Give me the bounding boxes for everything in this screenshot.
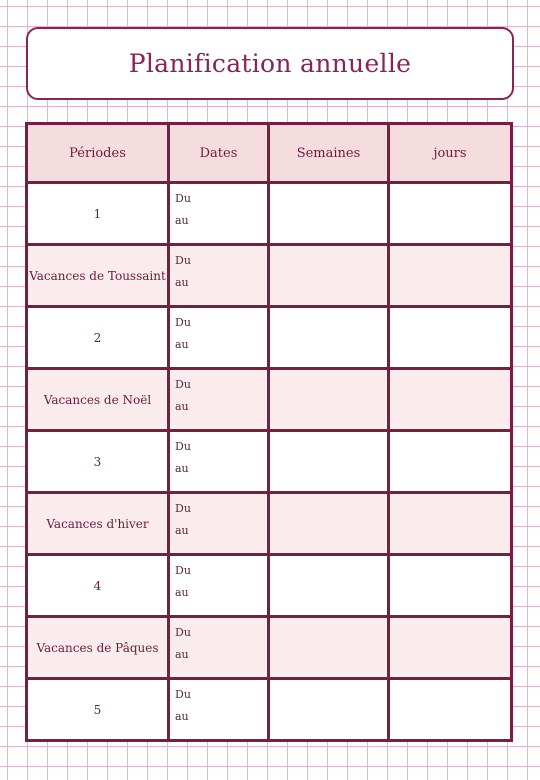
date-to-label: au	[175, 710, 189, 723]
weeks-cell[interactable]	[269, 679, 389, 741]
period-label: Vacances de Pâques	[27, 617, 169, 679]
table-row	[27, 307, 512, 369]
weeks-cell[interactable]	[269, 431, 389, 493]
days-cell[interactable]	[389, 431, 512, 493]
header-dates: Dates	[169, 124, 269, 183]
date-from-label: Du	[175, 192, 191, 205]
weeks-cell[interactable]	[269, 183, 389, 245]
period-label: Vacances de Noël	[27, 369, 169, 431]
days-cell[interactable]	[389, 369, 512, 431]
weeks-cell[interactable]	[269, 555, 389, 617]
days-cell[interactable]	[389, 679, 512, 741]
period-label: 4	[27, 555, 169, 617]
table-header-row	[27, 124, 512, 183]
table-row	[27, 245, 512, 307]
period-label: Vacances de Toussaint	[27, 245, 169, 307]
date-to-label: au	[175, 462, 189, 475]
dates-cell[interactable]	[169, 183, 269, 245]
dates-cell[interactable]	[169, 245, 269, 307]
weeks-cell[interactable]	[269, 369, 389, 431]
dates-cell[interactable]	[169, 555, 269, 617]
days-cell[interactable]	[389, 307, 512, 369]
date-to-label: au	[175, 338, 189, 351]
dates-cell[interactable]	[169, 369, 269, 431]
table-row	[27, 369, 512, 431]
table-row	[27, 183, 512, 245]
weeks-cell[interactable]	[269, 493, 389, 555]
date-to-label: au	[175, 648, 189, 661]
date-from-label: Du	[175, 502, 191, 515]
period-label: 5	[27, 679, 169, 741]
header-periods: Périodes	[27, 124, 169, 183]
header-days: jours	[389, 124, 512, 183]
weeks-cell[interactable]	[269, 245, 389, 307]
period-label: Vacances d'hiver	[27, 493, 169, 555]
dates-cell[interactable]	[169, 493, 269, 555]
date-from-label: Du	[175, 688, 191, 701]
date-to-label: au	[175, 400, 189, 413]
date-to-label: au	[175, 586, 189, 599]
table-row	[27, 555, 512, 617]
period-label: 3	[27, 431, 169, 493]
page-title: Planification annuelle	[128, 49, 412, 78]
dates-cell[interactable]	[169, 431, 269, 493]
period-label: 1	[27, 183, 169, 245]
header-weeks: Semaines	[269, 124, 389, 183]
period-label: 2	[27, 307, 169, 369]
date-from-label: Du	[175, 378, 191, 391]
date-to-label: au	[175, 276, 189, 289]
planning-table	[25, 122, 513, 742]
date-to-label: au	[175, 524, 189, 537]
days-cell[interactable]	[389, 245, 512, 307]
table-row	[27, 431, 512, 493]
dates-cell[interactable]	[169, 679, 269, 741]
date-from-label: Du	[175, 254, 191, 267]
table-row	[27, 617, 512, 679]
table-row	[27, 679, 512, 741]
date-from-label: Du	[175, 440, 191, 453]
days-cell[interactable]	[389, 493, 512, 555]
date-from-label: Du	[175, 316, 191, 329]
table-row	[27, 493, 512, 555]
weeks-cell[interactable]	[269, 307, 389, 369]
days-cell[interactable]	[389, 183, 512, 245]
date-from-label: Du	[175, 626, 191, 639]
dates-cell[interactable]	[169, 307, 269, 369]
date-from-label: Du	[175, 564, 191, 577]
days-cell[interactable]	[389, 617, 512, 679]
title-box	[26, 27, 514, 100]
date-to-label: au	[175, 214, 189, 227]
weeks-cell[interactable]	[269, 617, 389, 679]
dates-cell[interactable]	[169, 617, 269, 679]
days-cell[interactable]	[389, 555, 512, 617]
